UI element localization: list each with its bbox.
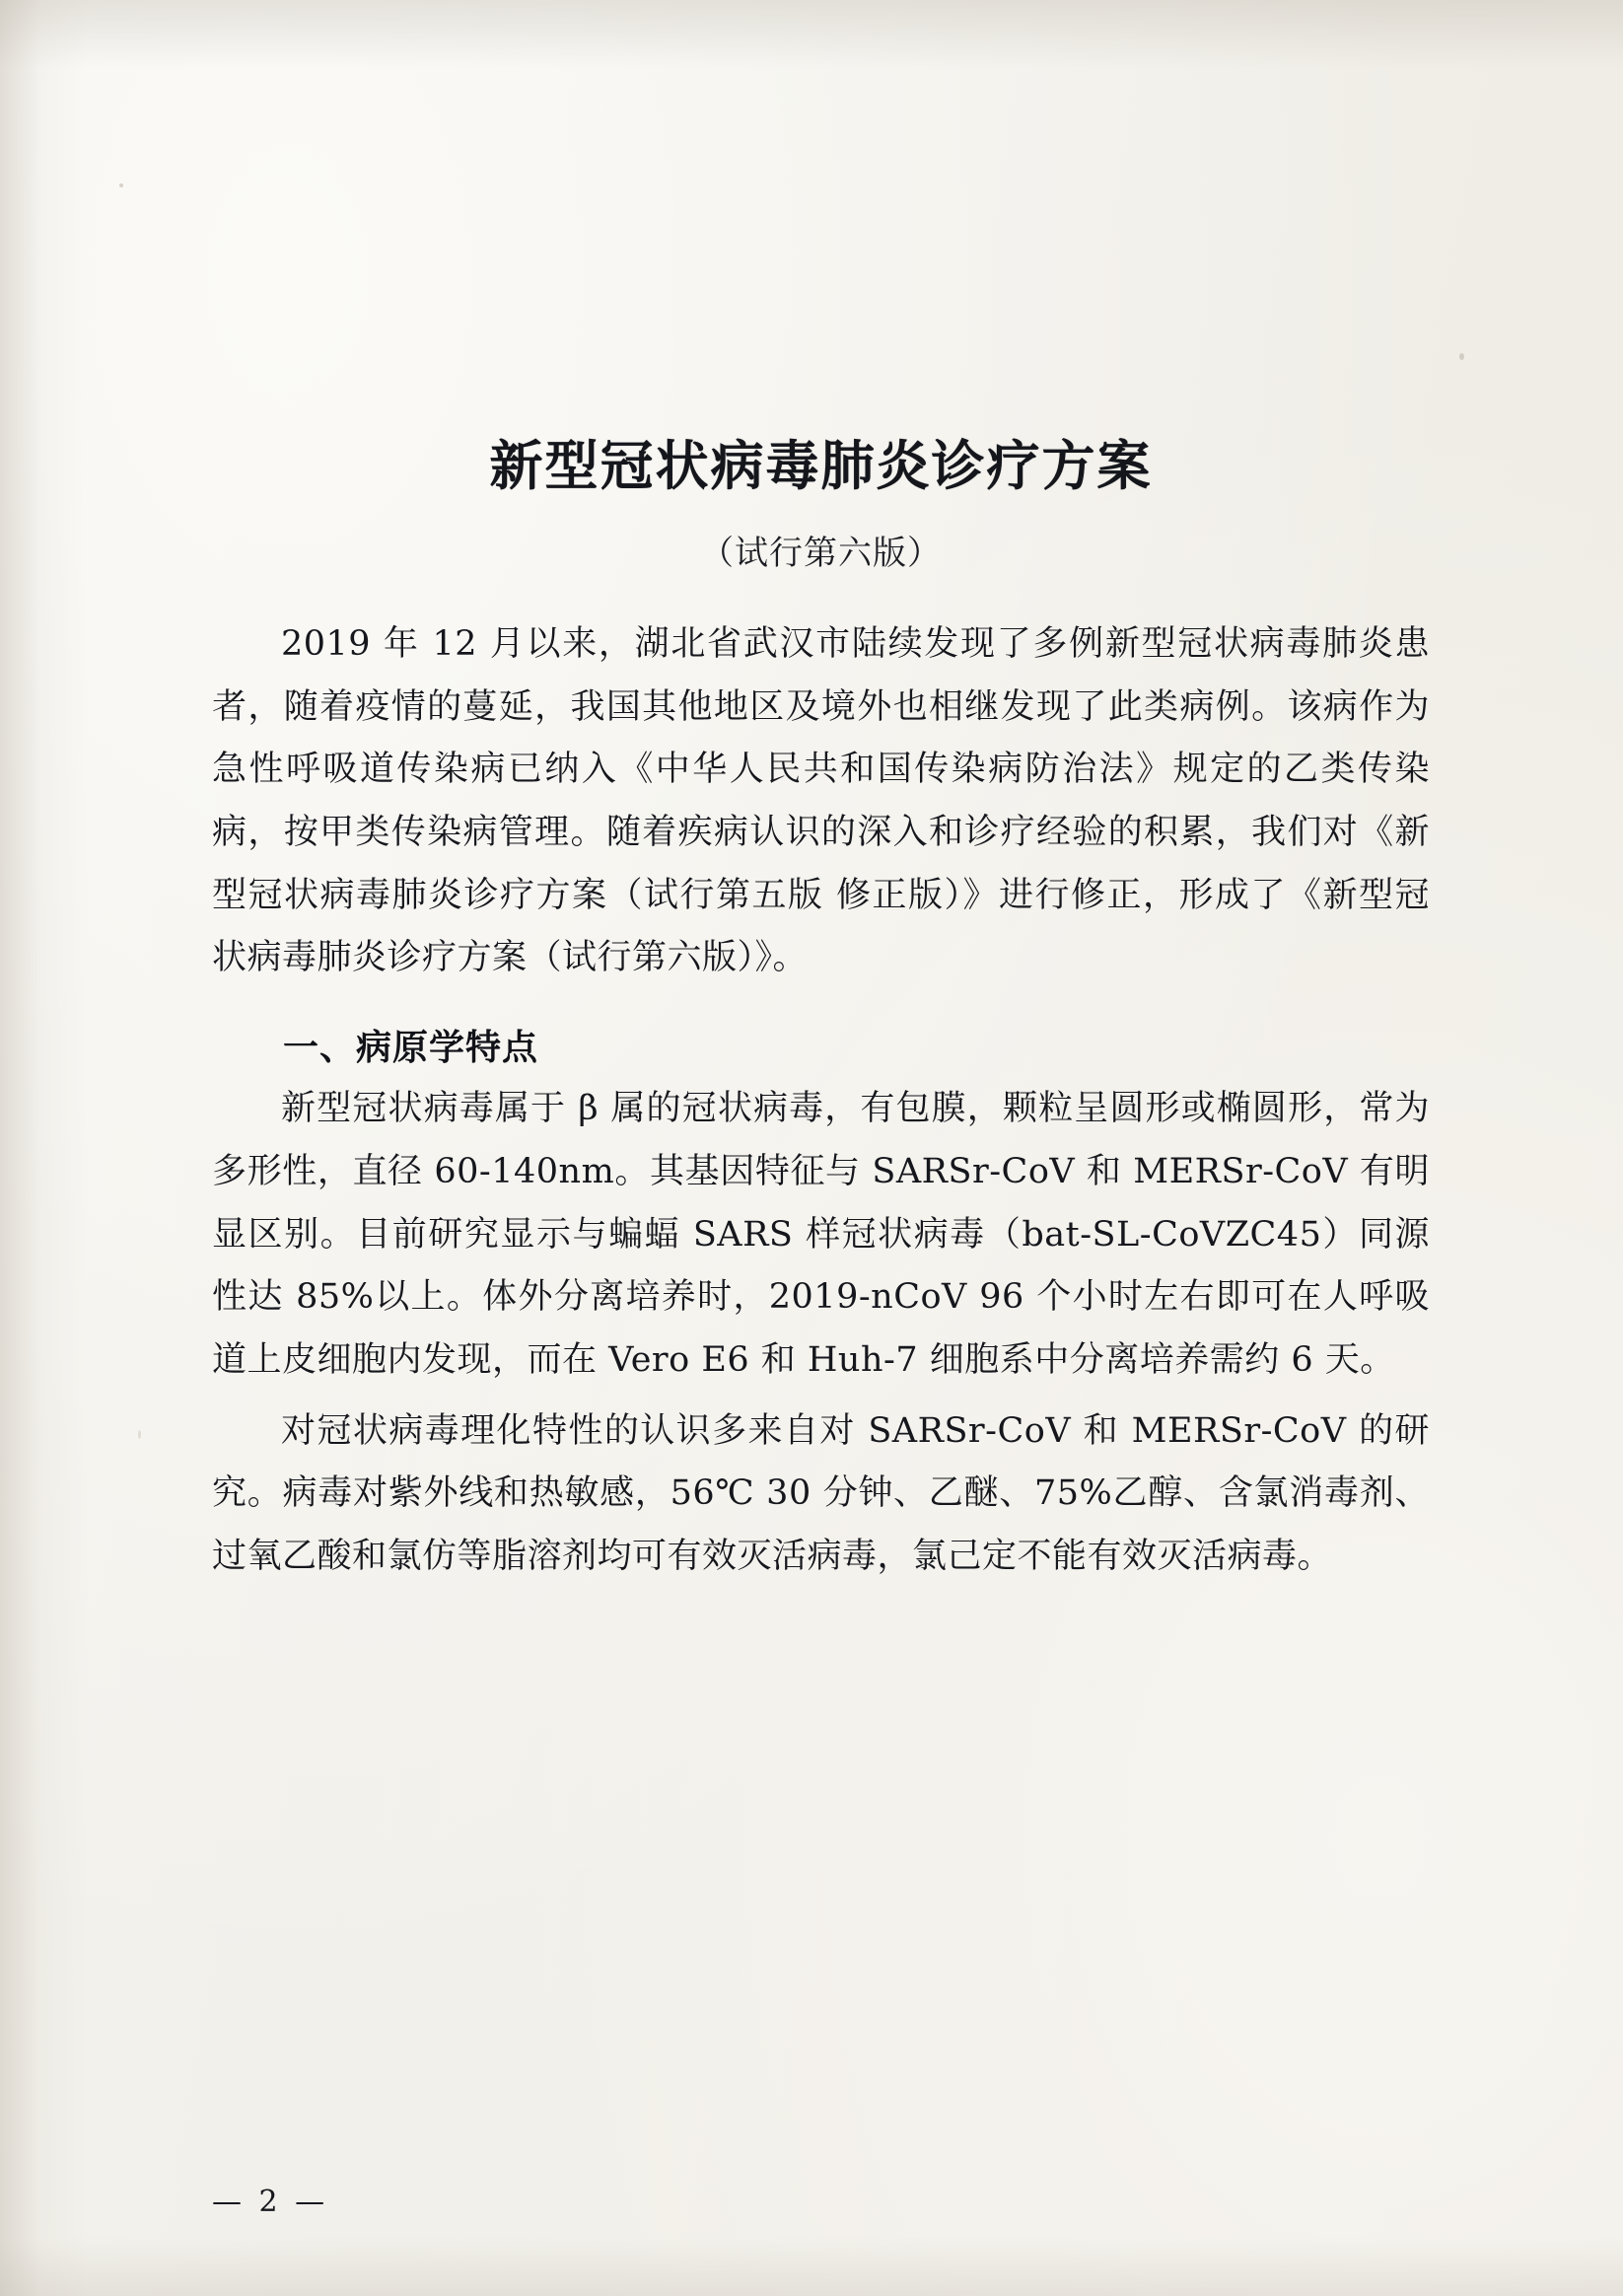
paragraph-virus-characteristics: 新型冠状病毒属于 β 属的冠状病毒，有包膜，颗粒呈圆形或椭圆形，常为多形性，直径 60-140nm。其基因特征与 SARSr-CoV 和 MERSr-CoV 有明显区别。目前研究显示与蝙蝠 SARS 样冠状病毒（bat-SL-CoVZC45）同源性达 85%以上。体外分离培养时，2019-nCoV 96 个小时左右即可在人呼吸道上皮细胞内发现，而在 Vero E6 和 Huh-7 细胞系中分离培养需约 6 天。: [212, 1089, 1430, 1380]
paragraph-physicochemical: 对冠状病毒理化特性的认识多来自对 SARSr-CoV 和 MERSr-CoV 的研究。病毒对紫外线和热敏感，56℃ 30 分钟、乙醚、75%乙醇、含氯消毒剂、过氧乙酸和氯仿等脂溶剂均可有效灭活病毒，氯己定不能有效灭活病毒。: [212, 1410, 1430, 1576]
page-number: — 2 —: [212, 2185, 329, 2219]
paragraph-intro: 2019 年 12 月以来，湖北省武汉市陆续发现了多例新型冠状病毒肺炎患者，随着疫情的蔓延，我国其他地区及境外也相继发现了此类病例。该病作为急性呼吸道传染病已纳入《中华人民共和国传染病防治法》规定的乙类传染病，按甲类传染病管理。随着疾病认识的深入和诊疗经验的积累，我们对《新型冠状病毒肺炎诊疗方案（试行第五版 修正版）》进行修正，形成了《新型冠状病毒肺炎诊疗方案（试行第六版）》。: [212, 624, 1430, 978]
scan-shadow-left: [0, 0, 89, 2296]
scan-speck: [1459, 353, 1464, 360]
page-title: 新型冠状病毒肺炎诊疗方案: [489, 435, 1153, 497]
scan-speck: [119, 183, 123, 187]
scan-speck: [138, 1430, 141, 1439]
page-subtitle: （试行第六版）: [700, 534, 942, 573]
section-heading-etiology: 一、病原学特点: [283, 1028, 539, 1069]
document-body: [212, 0, 1430, 2296]
